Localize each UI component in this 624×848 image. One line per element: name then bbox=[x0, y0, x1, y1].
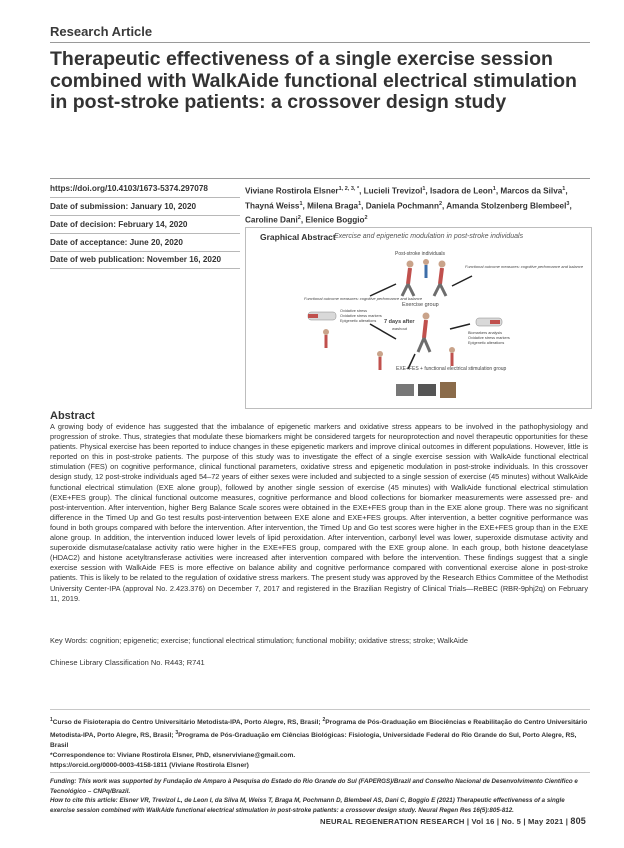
paper-title: Therapeutic effectiveness of a single exercise session combined with WalkAide functional electrical stimulation in post-stroke patients: a crossover design study bbox=[50, 48, 577, 113]
correspondence: *Correspondence to: Viviane Rostirola Elsner, PhD, elsnerviviane@gmail.com. bbox=[50, 752, 296, 760]
arrow-icon bbox=[370, 284, 396, 296]
doi-link[interactable]: https://doi.org/10.4103/1673-5374.297078 bbox=[50, 184, 208, 193]
funding-rule bbox=[50, 772, 590, 773]
article-type-label: Research Article bbox=[50, 24, 153, 39]
walkaide-device-icon bbox=[396, 384, 414, 396]
person-figure bbox=[434, 261, 446, 297]
keywords: Key Words: cognition; epigenetic; exercise; functional electrical stimulation; functional mobility; oxidative stress; stroke; WalkAide bbox=[50, 636, 468, 645]
person-figure bbox=[423, 259, 429, 278]
author: Isadora de Leon bbox=[429, 186, 493, 196]
graphical-abstract-figure bbox=[300, 244, 584, 406]
author: Viviane Rostirola Elsner bbox=[245, 186, 339, 196]
ga-washout: 7 days after bbox=[384, 319, 415, 325]
meta-divider bbox=[50, 251, 240, 252]
author: Caroline Dani bbox=[245, 216, 298, 226]
affiliation-rule bbox=[50, 709, 590, 710]
meta-divider bbox=[50, 268, 240, 269]
blood-tube-icon bbox=[476, 318, 502, 326]
author: Daniela Pochmann bbox=[365, 201, 439, 211]
person-figure bbox=[418, 313, 430, 353]
arrow-icon bbox=[450, 324, 470, 329]
author: Lucieli Trevizol bbox=[363, 186, 423, 196]
author: Milena Braga bbox=[307, 201, 359, 211]
web-publication-date: Date of web publication: November 16, 2020 bbox=[50, 255, 222, 264]
graphical-abstract-heading: Graphical Abstract bbox=[260, 232, 336, 242]
ga-fes-group: EXE+FES + functional electrical stimulation group bbox=[396, 366, 507, 372]
funding-block bbox=[50, 777, 588, 815]
decision-date: Date of decision: February 14, 2020 bbox=[50, 220, 188, 229]
title-rule bbox=[50, 178, 590, 179]
graphical-abstract-subtitle: Exercise and epigenetic modulation in post-stroke individuals bbox=[334, 233, 524, 240]
meta-divider bbox=[50, 233, 240, 234]
affiliations: $^1$Curso de Fisioterapia do Centro Universitário Metodista-IPA, Porto Alegre, RS, Brasil; $^2$Programa de Pós-Graduação em Biociências e Reabilitação do Centro Universitário Metodista-IPA, Porto Alegre, RS, Brasil; $^3$Programa de Pós-Graduação em Ciências Biológicas: Fisiologia, Universidade Federal do Rio Grande do Sul, Porto Alegre, RS, Brasil *Correspondence to: Viviane Rostirola Elsner, PhD, elsnerviviane@gmail.com. https://orcid.org/0000-0003-4158-1811 (Viviane Rostirola Elsner) bbox=[50, 717, 588, 770]
ga-right-markers: Biomarkers analysis Oxidative stress markers Epigenetic alterations bbox=[468, 331, 510, 345]
classification-number: Chinese Library Classification No. R443; R741 bbox=[50, 658, 205, 667]
submission-date: Date of submission: January 10, 2020 bbox=[50, 202, 197, 211]
ga-exercise-group: Exercise group bbox=[402, 302, 439, 308]
ga-left-note: Functional outcome measures: cognitive performance and balance bbox=[304, 296, 423, 301]
blood-tube-icon bbox=[308, 312, 336, 320]
walkaide-device-icon bbox=[418, 384, 436, 396]
walkaide-device-icon bbox=[440, 382, 456, 398]
acceptance-date: Date of acceptance: June 20, 2020 bbox=[50, 238, 183, 247]
arrow-icon bbox=[452, 276, 472, 286]
volume: Vol 16 bbox=[471, 817, 495, 826]
author-list: Viviane Rostirola Elsner$^{1, 2, 3, *}$, Lucieli Trevizol$^1$, Isadora de Leon$^1$, Marcos da Silva$^1$, Thayná Weiss$^1$, Milena Braga$^1$, Daniela Pochmann$^2$, Amanda Stolzenberg Blembeel$^3$, Caroline Dani$^2$, Elenice Boggio$^2$ bbox=[245, 186, 572, 226]
issue-date: May 2021 bbox=[528, 817, 564, 826]
author: Amanda Stolzenberg Blembeel bbox=[446, 201, 567, 211]
orcid-link[interactable]: https://orcid.org/0000-0003-4158-1811 (Viviane Rostirola Elsner) bbox=[50, 762, 249, 770]
person-figure bbox=[449, 347, 455, 366]
ga-right-note: Functional outcome measures: cognitive performance and balance bbox=[465, 264, 584, 269]
person-figure bbox=[377, 351, 383, 370]
abstract-body: A growing body of evidence has suggested that the imbalance of epigenetic markers and oxidative stress appears to be involved in the pathophysiology and progression of stroke. Thus, strategies that modulate these biomarkers might be considered targets for neuroprotection and novel therapeutic opportunities for these patients. Physical exercise has been reported to induce changes in these epigenetic markers and improve clinical outcomes in different populations. However, little is reported on this in post-stroke patients. The purpose of this study was to investigate the effect of a single exercise session with WalkAide functional electrical stimulation (FES) on cognitive performance, clinical functional parameters, oxidative stress and epigenetic modulation in post-stroke individuals. In this crossover design study, 12 post-stroke individuals aged 54–72 years of either sexes were included and subjected to a single session of exercise (45 minutes) without WalkAide functional electrical stimulation (EXE alone group), followed by another single session of exercise (45 minutes) with WalkAide functional electrical stimulation (EXE+FES group). The clinical functional outcome measures, cognitive performance and blood collections for biomarker measurements were assessed pre- and post-intervention. After intervention, higher Berg Balance Scale scores were obtained in the EXE+FES group than in the EXE alone group. There was no significant difference in the Timed Up and Go test results post-intervention between EXE alone and EXE+FES groups. After intervention, a better cognitive performance was found in both groups compared with before the intervention. After intervention, the Timed Up and Go test scores were higher in the EXE+FES group than in the EXE alone group. In addition, the intervention induced lower levels of lipid peroxidation. After intervention, carbonyl level was lower, superoxide dismutase activity and superoxide dismutase/catalase activity ratio were higher in the EXE+FES group, compared with the EXE group alone. In each group, both histone deacetylase (HDAC2) and histone acetyltransferase activities were increased after intervention compared with before the intervention. These findings suggest that a single exercise session with WalkAide FES is more effective on balance ability and cognitive performance compared with conventional exercise alone in post-stroke patients. This is likely to be related to the regulation of oxidative stress markers. The present study was approved by the Research Ethics Committee of the Methodist University Center-IPA (approval No. 2.423.376) on December 7, 2017 and registered in the Brazilian Registry of Clinical Trials—ReBEC (RBR-9phj2q) on February 11, 2019. bbox=[50, 422, 588, 603]
meta-divider bbox=[50, 197, 240, 198]
page-number: 805 bbox=[570, 816, 586, 826]
journal-name: NEURAL REGENERATION RESEARCH bbox=[320, 817, 465, 826]
author: Marcos da Silva bbox=[500, 186, 563, 196]
meta-divider bbox=[50, 215, 240, 216]
author: Elenice Boggio bbox=[305, 216, 365, 226]
author: Thayná Weiss bbox=[245, 201, 300, 211]
ga-top-label: Post-stroke individuals bbox=[395, 251, 446, 257]
page-footer: NEURAL REGENERATION RESEARCH | Vol 16 | No. 5 | May 2021 | 805 bbox=[320, 816, 586, 826]
person-figure bbox=[402, 261, 414, 297]
header-rule bbox=[50, 42, 590, 43]
ga-left-markers: Oxidative stress Oxidative stress markers Epigenetic alterations bbox=[340, 309, 382, 323]
issue: No. 5 bbox=[501, 817, 522, 826]
person-figure bbox=[323, 329, 329, 348]
abstract-heading: Abstract bbox=[50, 410, 95, 422]
ga-washout-sub: washout bbox=[392, 326, 407, 331]
citation: How to cite this article: Elsner VR, Trevizol L, de Leon I, da Silva M, Weiss T, Braga M, Pochmann D, Blembeel AS, Dani C, Boggio E (2021) Therapeutic effectiveness of a single exercise session combined with WalkAide functional electrical stimulation in post-stroke patients: a crossover design study. Neural Regen Res 16(5):805-812. bbox=[50, 797, 565, 814]
funding-statement: Funding: This work was supported by Fundação de Amparo à Pesquisa do Estado do Rio Grande do Sul (FAPERGS)/Brazil and Conselho Nacional de Desenvolvimento Científico e Tecnológico – CNPq/Brazil. bbox=[50, 778, 578, 795]
